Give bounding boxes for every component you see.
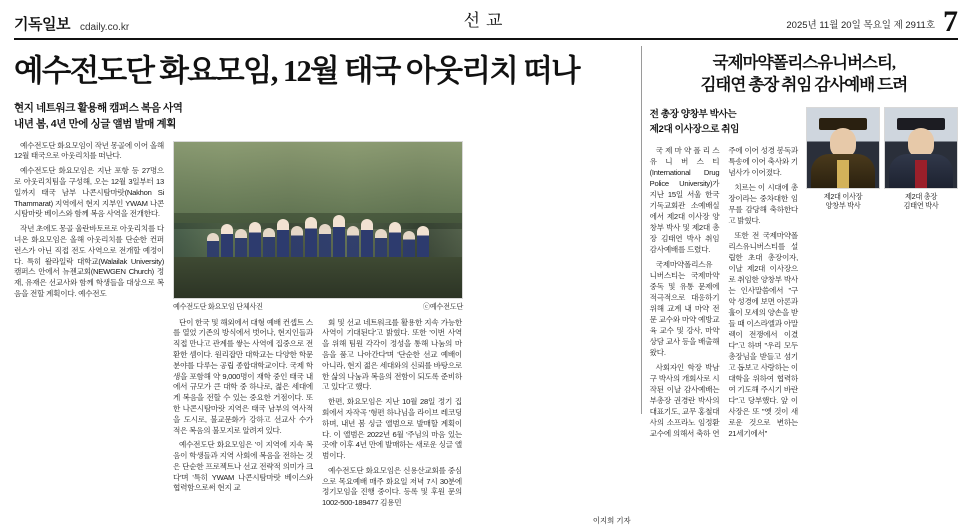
caption-name: 김태연 박사: [903, 201, 939, 211]
paragraph: 또한 전 국제마약폴리스유니버스티를 설립한 초대 총장이자, 이날 제2대 이사장으로 취임한 양창부 박사는 인사말씀에서 "구약 성경에 보면 아론과 훌이 모세의 양손을 받들 때 이스라엘과 아말렉이 전쟁에서 이겼다"고 하며 "우리 모두 총장님을 받들고 섬기고 돕보고 사랑하는 이 대학을 위하여 협력하여 기도해 주시기 바란다"고 당부했다. 앞 이사장은 또 "옛 것이 새로운 것으로 변하는 21세기에서": [728, 231, 798, 439]
paragraph: 치르는 이 시대에 총장이라는 중차대한 임무를 감당해 축하한다고 밝혔다.: [728, 183, 798, 226]
caption-role: 제2대 이사장: [823, 191, 863, 201]
portrait-caption-chairman: [806, 192, 880, 211]
paragraph: 한편, 화요모임은 지난 10월 28일 정기 집회에서 자작곡 '형편 하나님을 라이브 레코딩하며, 내년 봄 싱글 앨범으로 발매할 계획이다. 이 앨범은 2022년 6월 '주님의 마음 있는 곳에' 이후 4년 만에 발매하는 새로운 싱글 앨범이다.: [322, 397, 462, 461]
paragraph: 국 제 마 약 폴 리 스 유 니 버 스 티 (International Drug Police University)가 지난 15일 서울 한국기독교회관 소예배실에서 제2대 이사장 양창부 박사 및 제2대 총장 김태연 박사 취임 감사예배를 드렸다.: [649, 146, 720, 255]
paragraph: 예수전도단 화요모임이 작년 몽골에 이어 올해 12월 태국으로 아웃리치를 떠난다.: [14, 140, 164, 161]
main-article-flow: [14, 141, 631, 513]
side-article: [649, 46, 958, 439]
main-deck-line-1: 현지 네트워크 활용해 캠퍼스 복음 사역: [14, 102, 183, 115]
paragraph: 작년 초에도 몽골 울란바토르로 아웃리치를 다녀온 화요모임은 올해 아웃리치를 단순한 컨퍼런스가 아닌 직접 전도 사역으로 전개할 예정이다. 특히 왈라일락 대학교(Walailak University) 캠퍼스 안에서 뉴젠교회(NEWGEN Church) 정재, 유재은 선교사와 함께 학생들을 대상으로 복음을 전할 계획이다. 예수전도: [14, 224, 164, 298]
photo-caption: [173, 302, 463, 312]
portraits-row: [806, 107, 958, 189]
main-text-under-photo: [173, 318, 463, 513]
page-body: [14, 46, 958, 525]
side-body: [650, 145, 798, 441]
photo-caption-text: 예수전도단 화요모임 단체사진: [173, 301, 263, 311]
photo-credit: ⓒ예수전도단: [422, 301, 463, 311]
paragraph: 사회자인 학장 박남구 박사의 개회사로 시작된 이날 감사예배는 부총장 권경란 박사의 대표기도, 교무 홍철대사의 소프라노 임정환 교수에 의해서 축하 연주에 이어 성경 봉독과 특송에 이어 축사와 기념사가 이어졌다.: [649, 146, 798, 439]
paper-url[interactable]: cdaily.co.kr: [79, 22, 130, 33]
masthead: [14, 6, 958, 36]
caption-name: 양창부 박사: [825, 201, 861, 211]
paragraph: 예수전도단 화요모임은 지난 포항 등 27명으로 아웃리치팀을 구성해, 오는 12월 3일부터 13일까지 태국 남부 나콘시탐마랏(Nakhon Si Thammarat) 지역에서 현지 지부인 YWAM 나콘시탐마랏 베이스와 함께 복음 사역을 전개한다.: [14, 166, 164, 219]
paragraph: 예수전도단 화요모임은 '이 지역에 지속 복음이 학생들과 지역 사회에 복음을 전하는 것은 단순한 프로젝트나 선교 전략적 의미가 크다'며 '특히 YWAM 나콘시탐마랏 베이스와 협력함으로써 현지 교: [173, 440, 313, 493]
paragraph: 예수전도단 화요모임은 신용산교회를 중심으로 목요예배 매주 화요일 저녁 7시 30분에 정기모임을 진행 중이다. 등록 및 후원 문의 1002-500-189477 김용민: [322, 465, 462, 508]
side-headline-line-1: 국제마약폴리스유니버스티,: [712, 53, 896, 72]
paper-name: 기독일보: [14, 17, 70, 33]
side-deck-line-1: 전 총장 양창부 박사는: [649, 108, 737, 120]
main-photo-block: [173, 141, 463, 513]
main-headline: 예수전도단 화요모임, 12월 태국 아웃리치 떠나: [14, 54, 579, 88]
portrait-chairman: [806, 107, 880, 189]
stole-shape: [837, 160, 849, 187]
masthead-rule: [14, 38, 958, 40]
side-headline: [650, 52, 958, 97]
side-headline-line-2: 김태연 총장 취임 감사예배 드려: [700, 75, 908, 95]
group-photo: [173, 141, 463, 299]
issue-date: 2025년 11월 20일 목요일 제 2911호: [786, 20, 935, 31]
side-portraits-block: [806, 107, 958, 211]
section-title: 선교: [463, 11, 509, 30]
photo-floor: [174, 257, 462, 298]
main-deck-line-2: 내년 봄, 4년 만에 싱글 앨범 발매 계획: [14, 118, 176, 131]
page-number: 7: [943, 4, 958, 38]
main-byline: 이지희 기자: [592, 515, 631, 525]
main-text-column-1: [14, 141, 164, 513]
main-article: [14, 46, 641, 525]
stole-shape: [915, 160, 927, 187]
portrait-captions: [806, 192, 958, 211]
paragraph: 국제마약폴리스유니버스티는 국제마약 중독 및 유통 문제에 적극적으로 대응하기 위해 교계 내 마약 전문 교수와 마약 예방교육 교수 및 강사, 마약 상담 교사 등을 배출해 왔다.: [649, 260, 720, 358]
main-text-column-3: [322, 318, 462, 513]
caption-role: 제2대 총장: [905, 191, 937, 201]
portrait-president: [884, 107, 958, 189]
paragraph: 단이 한국 및 해외에서 대형 예배 컨셉트 스를 열었 기존의 방식에서 벗어나, 현지인들과 직접 만나고 관계를 쌓는 사역에 집중으로 전환한 셈이다. 원리잡만 대학교는 다양한 학문 분야를 다루는 공립 종합대학교이다. 국제 학생을 포함해 약 9,000명이 재학 중인 태국 내에서 규모가 큰 대학 중 하나로, 젊은 세대에게 복음을 전할 수 있는 중요한 거점이다. 또한 나콘시탐마랏 지역은 태국 남부의 역사적을 도시로, 불교문화가 강하고 선교사 수가 적은 복음의 불모지로 알려져 있다.: [173, 317, 313, 435]
paragraph: 회 및 선교 네트워크를 활용한 지속 가능한 사역이 기대된다'고 밝혔다. 또한 '이번 사역을 위해 팀원 각각이 정성을 통해 나눔의 마음을 품고 나아간다'며 '단순한 선교 예배이 아니라, 현지 젊은 세대와의 신뢰를 바탕으로 한 삶의 나눔과 복음의 전함이 되도록 준비하고 있다'고 했다.: [322, 317, 462, 392]
side-deck-line-2: 제2대 이사장으로 취임: [649, 123, 739, 135]
portrait-caption-president: [884, 192, 958, 211]
column-divider: [641, 46, 642, 414]
main-deck: [14, 100, 631, 133]
main-text-column-2: [173, 318, 313, 513]
